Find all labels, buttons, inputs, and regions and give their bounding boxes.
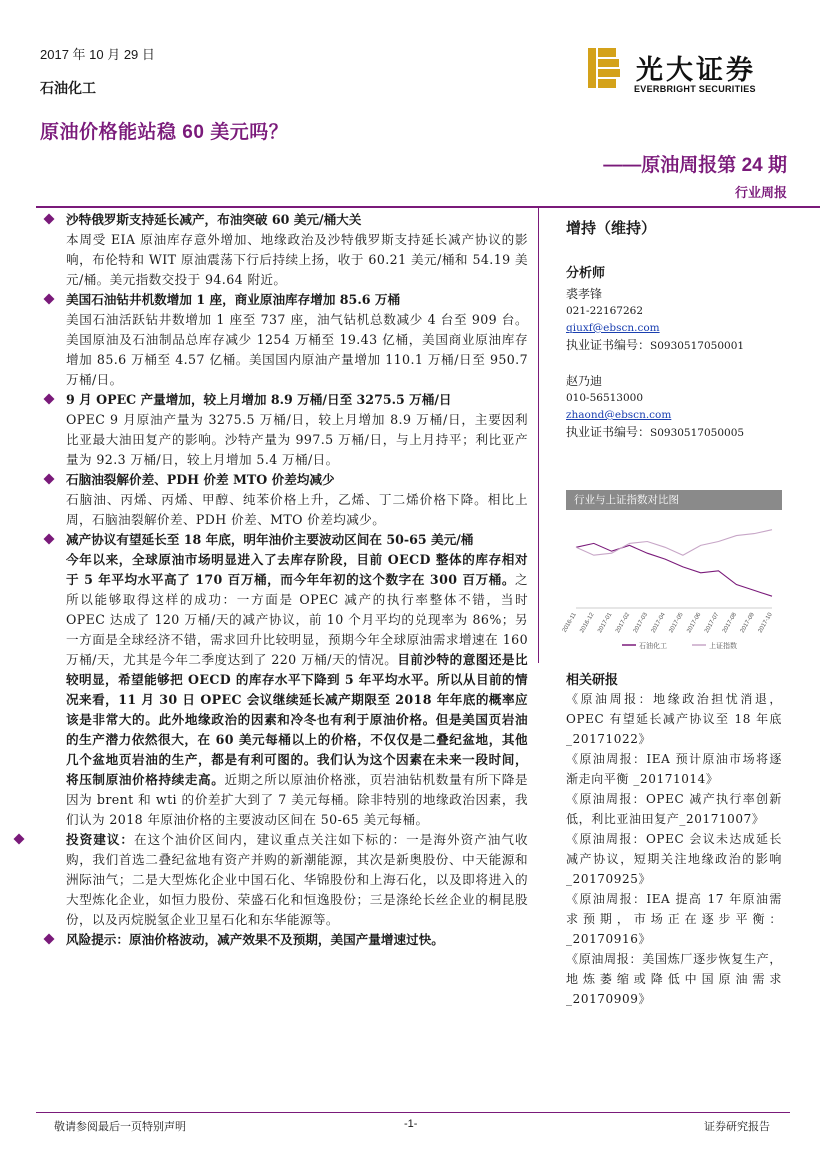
cert-label: 执业证书编号： (566, 338, 651, 352)
section-heading (36, 930, 528, 950)
footer-disclaimer: 敬请参阅最后一页特别声明 (54, 1120, 186, 1133)
x-tick-label: 2017-09 (739, 612, 756, 635)
cert-number: S0930517050001 (650, 340, 745, 352)
bold-text: 今年以来，全球原油市场明显进入了去库存阶段，目前 OECD 整体的库存相对于 5 年平均水平高了 170 百万桶，而今年年初的这个数字在 300 百万桶。 (66, 552, 528, 587)
analyst-email[interactable]: zhaond@ebscn.com (566, 409, 672, 421)
cert-label: 执业证书编号： (566, 425, 651, 439)
main-content (36, 210, 528, 950)
analyst-email[interactable]: qiuxf@ebscn.com (566, 322, 660, 334)
diamond-bullet-icon (43, 393, 54, 404)
related-report-link[interactable]: 《原油周报：IEA 提高 17 年原油需求预期，市场正在逐步平衡：_20170916》 (566, 892, 782, 946)
bold-text: 目前沙特的意图还是比较明显，希望能够把 OECD 的库存水平下降到 5 年平均水平。所以从目前的情况来看，11 月 30 日 OPEC 会议继续延长减产期限至 2018 年年底的概率应该是非常大的。此外地缘政治的因素和冷冬也有利于原油价格。但是美国页岩油的生产潜力依然很大，在 60 美元每桶以上的价格，不仅仅是二叠纪盆地，其他几个盆地页岩油的生产，都是有利可图的。我们认为这个因素在未来一段时间，将压制原油价格持续走高。 (66, 652, 529, 787)
section-heading-text: 沙特俄罗斯支持延长减产，布油突破 60 美元/桶大关 (66, 212, 362, 227)
section-body: 本周受 EIA 原油库存意外增加、地缘政治及沙特俄罗斯支持延长减产协议的影响，布伦特和 WIT 原油震荡下行后持续上扬，收于 60.21 美元/桶和 54.19 美元/桶。美元指数交投于 94.64 附近。 (66, 232, 528, 287)
section-3 (36, 470, 528, 530)
analyst-card (566, 373, 744, 442)
section-heading (36, 290, 528, 310)
chart-canvas (561, 510, 782, 654)
x-tick-label: 2017-01 (597, 612, 614, 635)
column-divider (538, 208, 539, 663)
section-body (36, 830, 528, 930)
cert-number: S0930517050005 (650, 427, 745, 439)
everbright-logo-icon (586, 46, 622, 90)
related-report-link[interactable]: 《原油周报：IEA 预计原油市场将逐渐走向平衡 _20171014》 (566, 752, 782, 786)
related-report-link[interactable]: 《原油周报：美国炼厂逐步恢复生产，地炼萎缩或降低中国原油需求_20170909》 (566, 952, 782, 1006)
section-heading (36, 470, 528, 490)
section-heading-text: 美国石油钻井机数增加 1 座，商业原油库存增加 85.6 万桶 (66, 292, 401, 307)
related-report-link[interactable]: 《原油周报：地缘政治担忧消退，OPEC 有望延长减产协议至 18 年底_20171022》 (566, 692, 782, 746)
section-heading-text: 石脑油裂解价差、PDH 价差 MTO 价差均减少 (66, 472, 335, 487)
related-report-link[interactable]: 《原油周报：OPEC 减产执行率创新低，利比亚油田复产_20171007》 (566, 792, 782, 826)
page-number: -1- (404, 1118, 418, 1130)
section-heading-text: 9 月 OPEC 产量增加，较上月增加 8.9 万桶/日至 3275.5 万桶/日 (66, 392, 452, 407)
section-body: 美国石油活跃钻井数增加 1 座至 737 座，油气钻机总数减少 4 台至 909 台。美国原油及石油制品总库存减少 1254 万桶至 19.43 亿桶，美国商业原油库存增加 85.6 万桶至 4.57 亿桶。美国国内原油产量增加 110.1 万桶/日至 950.7 万桶/日。 (66, 312, 528, 387)
diamond-bullet-icon (43, 933, 54, 944)
related-report-link[interactable]: 《原油周报：OPEC 会议未达成延长减产协议，短期关注地缘政治的影响_20170925》 (566, 832, 782, 886)
section-heading (36, 390, 528, 410)
logo-name-cn: 光大证券 (636, 55, 756, 86)
chart-title: 行业与上证指数对比图 (566, 490, 782, 510)
analyst-card (566, 286, 744, 355)
plain-text: 之所以能够取得这样的成功：一方面是 OPEC 减产的执行率整体不错，当时 OPEC 达成了 120 万桶/天的减产协议，前 10 个月平均的兑现率为 86%；另一方面是全球经济不错，需求回升比较明显，预期今年全球原油需求增速在 160 万桶/天，尤其是今年二季度达到了 220 万桶/天的情况。 (66, 572, 528, 667)
section-heading-text: 减产协议有望延长至 18 年底，明年油价主要波动区间在 50-65 美元/桶 (66, 532, 474, 547)
investment-section (36, 830, 528, 930)
section-body: OPEC 9 月原油产量为 3275.5 万桶/日，较上月增加 8.9 万桶/日，主要因利比亚最大油田复产的影响。沙特产量为 997.5 万桶/日，与上月持平；利比亚产量为 92.3 万桶/日，较上月增加 5.4 万桶/日。 (66, 412, 528, 467)
plain-text: 近期之所以原油价格涨，页岩油钻机数量有所下降是因为 brent 和 wti 的价差扩大到了 7 美元每桶。除非特别的地缘政治因素，我们认为 2018 年原油价格的主要波动区间在 50-65 美元每桶。 (66, 772, 528, 827)
section-heading (36, 210, 528, 230)
section-2 (36, 390, 528, 470)
report-type: 行业周报 (734, 185, 787, 200)
section-heading (36, 530, 528, 550)
x-tick-label: 2016-12 (579, 612, 596, 635)
related-heading: 相关研报 (566, 673, 619, 688)
report-subtitle: ——原油周报第 24 期 (603, 155, 787, 176)
diamond-bullet-icon (13, 833, 24, 844)
report-title: 原油价格能站稳 60 美元吗？ (40, 122, 289, 143)
diamond-bullet-icon (43, 473, 54, 484)
section-1 (36, 290, 528, 390)
footer-divider (36, 1112, 790, 1113)
main-section (36, 530, 528, 830)
x-tick-label: 2017-08 (721, 612, 739, 635)
x-tick-label: 2017-04 (650, 612, 667, 635)
x-tick-label: 2017-10 (757, 612, 774, 635)
analyst-heading: 分析师 (566, 266, 606, 281)
logo-name-en: EVERBRIGHT SECURITIES (634, 84, 756, 94)
risk-text: 风险提示：原油价格波动，减产效果不及预期，美国产量增速过快。 (66, 932, 444, 947)
analyst-phone: 010-56513000 (566, 392, 644, 404)
section-0 (36, 210, 528, 290)
header-divider (36, 206, 820, 208)
footer-label: 证券研究报告 (704, 1120, 770, 1133)
investment-heading: 投资建议： (66, 832, 135, 847)
risk-section (36, 930, 528, 950)
analyst-phone: 021-22167262 (566, 305, 644, 317)
x-tick-label: 2017-05 (668, 612, 685, 635)
analyst-name: 赵乃迪 (566, 374, 603, 388)
legend-label: 石油化工 (639, 643, 667, 650)
x-tick-label: 2016-11 (561, 612, 578, 634)
analyst-cert (566, 424, 744, 442)
x-tick-label: 2017-06 (686, 612, 703, 635)
report-date: 2017 年 10 月 29 日 (40, 47, 155, 62)
comparison-chart (561, 490, 782, 654)
x-tick-label: 2017-03 (632, 612, 650, 635)
company-logo (586, 46, 786, 98)
sector-label: 石油化工 (40, 81, 96, 97)
analyst-name: 裘孝锋 (566, 287, 603, 301)
investment-text: 在这个油价区间内，建议重点关注如下标的：一是海外资产油气收购，我们首选二叠纪盆地有资产并购的新潮能源，其次是新奥股份、中天能源和洲际油气；二是大型炼化企业中国石化、华锦股份和上海石化，以及即将进入的大型炼化企业，如恒力股份、荣盛石化和恒逸股份；三是涤纶长丝企业的桐昆股份，以及丙烷脱氢企业卫星石化和东华能源等。 (66, 832, 528, 927)
x-tick-label: 2017-07 (704, 612, 721, 635)
diamond-bullet-icon (43, 213, 54, 224)
section-body: 石脑油、丙烯、丙烯、甲醇、纯苯价格上升，乙烯、丁二烯价格下降。相比上周，石脑油裂解价差、PDH 价差、MTO 价差均减少。 (66, 492, 528, 527)
rating: 增持（维持） (566, 219, 657, 237)
related-reports (566, 689, 782, 1009)
section-body (36, 550, 528, 830)
diamond-bullet-icon (43, 293, 54, 304)
series-line-1 (576, 530, 772, 556)
x-tick-label: 2017-02 (614, 612, 632, 635)
analyst-cert (566, 337, 744, 355)
diamond-bullet-icon (43, 533, 54, 544)
legend-label: 上证指数 (709, 643, 737, 650)
